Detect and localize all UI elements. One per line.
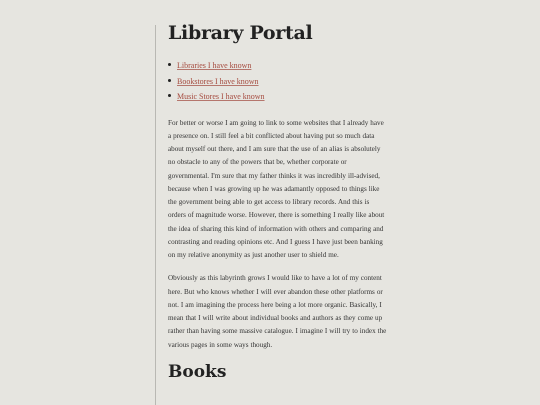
content-paragraph: Obviously as this labyrinth grows I would like to have a lot of my content here. But who knows whether I will ever abandon these other platforms or not. I am imagining the process here being a lot more organic. Basically, I mean that I will write about individual books and authors as they come up rather than having some massive catalogue. I imagine I will try to index the various pages in some ways though. xyxy=(168,274,387,349)
bullet-icon xyxy=(168,94,171,97)
page-title: Library Portal xyxy=(168,22,313,44)
bullet-icon xyxy=(168,79,171,82)
music-stores-link[interactable]: Music Stores I have known xyxy=(177,92,265,101)
books-heading: Books xyxy=(168,361,227,382)
list-item xyxy=(177,74,388,90)
vertical-rule xyxy=(155,25,156,405)
bullet-icon xyxy=(168,63,171,66)
libraries-link[interactable]: Libraries I have known xyxy=(177,61,252,70)
list-item xyxy=(177,58,388,74)
list-item xyxy=(177,89,388,105)
link-list xyxy=(168,58,388,105)
main-content xyxy=(168,18,388,384)
bookstores-link[interactable]: Bookstores I have known xyxy=(177,76,259,86)
intro-paragraph: For better or worse I am going to link to some websites that I already have a presence on. I still feel a bit conflicted about having put so much data about myself out there, and I am sure that the use of an alias is absolutely no obstacle to any of the powers that be, whether corporate or governmental. I'm sure that my father thinks it was incredibly ill-advised, because when I was growing up he was adamantly opposed to things like the government being able to get access to library records. And this is orders of magnitude worse. However, there is something I really like about the idea of sharing this kind of information with others and comparing and contrasting and reading opinions etc. And I guess I have just been banking on my relative anonymity as just another user to shield me. xyxy=(168,118,385,259)
